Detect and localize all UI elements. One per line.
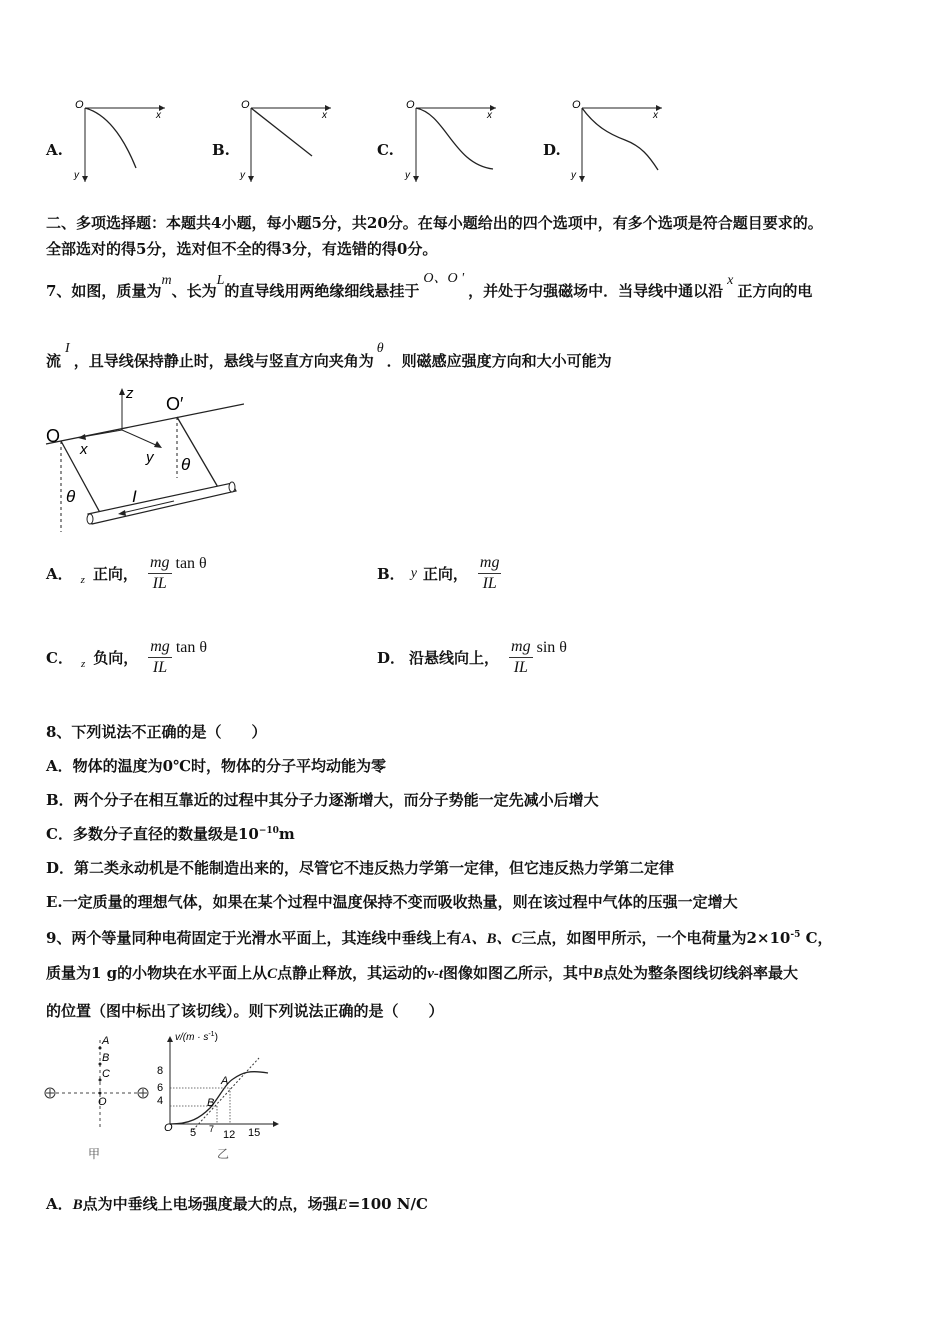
x-axis-label: x	[156, 110, 161, 121]
q6-graph-a	[70, 96, 170, 184]
origin-label: O	[241, 99, 250, 111]
q9-text: 三点，如图甲所示，一个电荷量为2×10	[521, 929, 791, 947]
x-tick-12: 12	[223, 1129, 236, 1141]
x-axis-label: x	[322, 110, 327, 121]
q6-option-c-label[interactable]: C.	[377, 141, 394, 159]
q6-graph-c	[401, 96, 501, 184]
q7-stem-line1	[46, 271, 813, 301]
q9-figure-jia	[40, 1030, 160, 1166]
q9-text: 图像如图乙所示，其中	[443, 964, 594, 982]
fig-label-A: A	[102, 1035, 110, 1047]
q8-option-c-unit: m	[278, 825, 295, 843]
fig-caption-jia: 甲	[88, 1147, 101, 1161]
q9-var: E	[337, 1197, 348, 1213]
origin-label: O	[572, 99, 581, 111]
fig-label-B: B	[207, 1097, 215, 1109]
q9-text: C，	[800, 929, 833, 947]
option-dir: 负向，	[93, 649, 139, 667]
q8-option-c[interactable]	[46, 823, 295, 844]
fraction: $\frac{mg}{IL}$	[150, 638, 170, 676]
curve-d	[582, 108, 658, 170]
curve-a	[85, 108, 136, 168]
y-tick-4: 4	[157, 1095, 164, 1107]
fraction: $\frac{mg}{IL}$	[511, 638, 531, 676]
trig-fn: sin θ	[536, 638, 567, 656]
q9-stem-line1	[46, 927, 833, 948]
y-axis-label: y	[571, 170, 576, 181]
fig-label-B: B	[102, 1052, 110, 1064]
q9-stem-line3: 的位置（图中标出了该切线）。则下列说法正确的是（ ）	[46, 1002, 444, 1020]
q7-var-m: m	[161, 273, 172, 288]
option-label: B．	[377, 565, 405, 583]
option-label: A．	[46, 1195, 73, 1213]
q7-var-OO: O、O '	[423, 271, 465, 286]
option-dir: 正向，	[92, 565, 138, 583]
fig-caption-yi: 乙	[217, 1147, 230, 1161]
fig-label-C: C	[102, 1068, 110, 1080]
trig-fn: tan θ	[175, 554, 207, 572]
q9-text: 质量为1 g的小物块在水平面上从	[46, 964, 268, 982]
fig-label-y: y	[146, 449, 154, 466]
option-text: =100 N/C	[347, 1195, 428, 1213]
q8-stem: 8、下列说法不正确的是（ ）	[46, 723, 267, 741]
fig-label-z: z	[126, 386, 134, 402]
option-dir: 正向，	[422, 565, 468, 583]
q7-text: 正方向的电	[737, 282, 813, 300]
x-tick-7: 7	[209, 1124, 215, 1134]
fraction: $\frac{mg}{IL}$	[149, 554, 170, 592]
q8-option-d[interactable]: D．第二类永动机是不能制造出来的，尽管它不违反热力学第一定律，但它违反热力学第二定律	[46, 859, 675, 877]
fig-label-theta-right: θ	[181, 455, 191, 474]
q9-exponent: -5	[790, 930, 801, 940]
q7-text: ，且导线保持静止时，悬线与竖直方向夹角为	[73, 352, 374, 370]
origin-label: O	[406, 99, 415, 111]
fig-label-A: A	[221, 1075, 229, 1087]
q9-stem-line2	[46, 962, 798, 983]
origin-label: O	[164, 1122, 173, 1134]
q7-text: 、长为	[171, 282, 217, 300]
q8-option-a[interactable]: A．物体的温度为0℃时，物体的分子平均动能为零	[46, 757, 387, 775]
q6-graph-b	[236, 96, 336, 184]
y-axis-label: y	[240, 170, 245, 181]
option-text: 沿悬线向上，	[409, 649, 500, 667]
q8-option-b[interactable]: B．两个分子在相互靠近的过程中其分子力逐渐增大，而分子势能一定先减小后增大	[46, 791, 599, 809]
q9-figure-yi	[155, 1026, 285, 1166]
q9-var: B	[593, 966, 604, 982]
curve-b	[251, 108, 312, 156]
q7-option-c[interactable]	[46, 637, 207, 678]
y-tick-8: 8	[157, 1065, 164, 1077]
fig-label-x: x	[80, 441, 88, 458]
q7-var-x: x	[727, 273, 734, 288]
q7-option-a[interactable]	[46, 553, 207, 594]
q9-var: B	[72, 1197, 83, 1213]
q7-text: 7、如图，质量为	[46, 282, 162, 300]
q9-var: v-t	[427, 966, 444, 982]
x-axis-label: x	[487, 110, 492, 121]
option-label: A．	[46, 565, 73, 583]
q8-option-e[interactable]: E.一定质量的理想气体，如果在某个过程中温度保持不变而吸收热量，则在该过程中气体的压强一定增大	[46, 893, 738, 911]
fig-label-O: O	[98, 1096, 107, 1108]
fig-label-O-prime: O′	[166, 394, 184, 414]
option-var: y	[410, 565, 417, 581]
q6-graph-d	[567, 96, 667, 184]
q9-text: 点静止释放，其运动的	[277, 964, 428, 982]
fraction: $\frac{mg}{IL}$	[479, 554, 500, 592]
q8-option-c-text: C．多数分子直径的数量级是10	[46, 825, 259, 843]
trig-fn: tan θ	[175, 638, 208, 656]
q9-text: 9、两个等量同种电荷固定于光滑水平面上，其连线中垂线上有	[46, 929, 462, 947]
fig-label-O: O	[46, 426, 61, 446]
q6-option-b-label[interactable]: B.	[212, 141, 230, 159]
q9-points: A、B、C	[461, 931, 522, 947]
x-tick-15: 15	[248, 1127, 261, 1139]
q7-option-d[interactable]	[377, 637, 567, 678]
option-var: z	[80, 573, 85, 586]
option-label: C．	[46, 649, 73, 667]
q7-option-b[interactable]	[377, 553, 501, 594]
x-axis-label: x	[653, 110, 658, 121]
q9-var: C	[267, 966, 278, 982]
q9-text: 点处为整条图线切线斜率最大	[603, 964, 799, 982]
q7-text: ，并处于匀强磁场中．当导线中通以沿	[468, 282, 724, 300]
section2-line1: 二、多项选择题：本题共4小题，每小题5分，共20分。在每小题给出的四个选项中，有多个选项是符合题目要求的。	[46, 214, 823, 232]
q7-var-theta: θ	[376, 341, 384, 356]
origin-label: O	[75, 99, 84, 111]
x-tick-5: 5	[190, 1127, 197, 1139]
q7-text: ．则磁感应强度方向和大小可能为	[386, 352, 612, 370]
option-var: z	[80, 657, 86, 670]
y-axis-label: y	[74, 170, 79, 181]
q7-var-L: L	[216, 273, 225, 288]
option-text: 点为中垂线上电场强度最大的点，场强	[82, 1195, 338, 1213]
q7-var-I: I	[65, 341, 70, 356]
q7-figure	[44, 386, 244, 534]
q7-text: 流	[46, 352, 62, 370]
option-label: D．	[377, 649, 406, 667]
q8-option-c-exponent: −10	[258, 826, 279, 836]
q6-option-a-label[interactable]: A.	[46, 141, 63, 159]
section2-line2: 全部选对的得5分，选对但不全的得3分，有选错的得0分。	[46, 240, 438, 258]
y-axis-label: $v/(m \cdot s^{-1})$	[175, 1031, 218, 1043]
q9-option-a[interactable]	[46, 1193, 428, 1214]
q7-text: 的直导线用两绝缘细线悬挂于	[224, 282, 420, 300]
curve-c	[416, 108, 493, 169]
fig-label-theta-left: θ	[66, 487, 76, 506]
q6-option-d-label[interactable]: D.	[543, 141, 561, 159]
y-tick-6: 6	[157, 1082, 164, 1094]
y-axis-label: y	[405, 170, 410, 181]
fig-label-I: I	[132, 487, 137, 506]
q7-stem-line2	[46, 341, 612, 371]
